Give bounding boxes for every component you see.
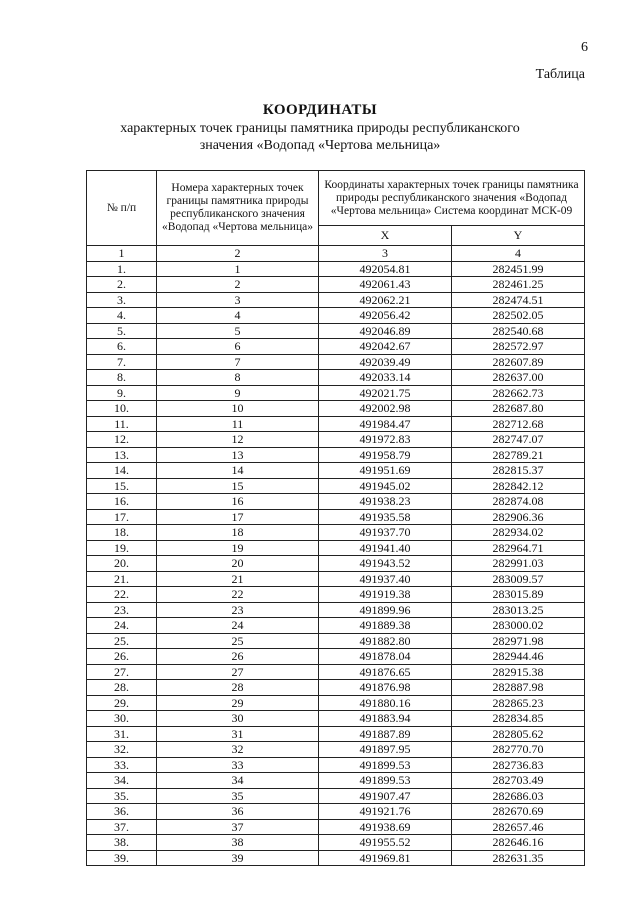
y-coordinate-cell: 282934.02: [452, 525, 585, 541]
row-number-cell: 39.: [87, 850, 157, 866]
x-coordinate-cell: 492062.21: [319, 292, 452, 308]
row-number-cell: 3.: [87, 292, 157, 308]
x-coordinate-cell: 491889.38: [319, 618, 452, 634]
table-row: [87, 447, 585, 463]
y-coordinate-cell: 282540.68: [452, 323, 585, 339]
y-coordinate-cell: 282631.35: [452, 850, 585, 866]
y-coordinate-cell: 282607.89: [452, 354, 585, 370]
y-coordinate-cell: 282805.62: [452, 726, 585, 742]
point-number-cell: 4: [157, 308, 319, 324]
row-number-cell: 22.: [87, 587, 157, 603]
y-coordinate-cell: 282657.46: [452, 819, 585, 835]
row-number-cell: 7.: [87, 354, 157, 370]
point-number-cell: 36: [157, 804, 319, 820]
x-coordinate-cell: 492002.98: [319, 401, 452, 417]
table-row: [87, 633, 585, 649]
point-number-cell: 37: [157, 819, 319, 835]
point-number-cell: 7: [157, 354, 319, 370]
column-number-3: 3: [319, 246, 452, 262]
table-row: [87, 261, 585, 277]
point-number-cell: 13: [157, 447, 319, 463]
row-number-cell: 17.: [87, 509, 157, 525]
table-row: [87, 292, 585, 308]
y-coordinate-cell: 282887.98: [452, 680, 585, 696]
table-row: [87, 649, 585, 665]
x-coordinate-cell: 492056.42: [319, 308, 452, 324]
row-number-cell: 29.: [87, 695, 157, 711]
x-coordinate-cell: 491938.23: [319, 494, 452, 510]
table-row: [87, 509, 585, 525]
y-coordinate-cell: 282944.46: [452, 649, 585, 665]
row-number-cell: 19.: [87, 540, 157, 556]
table-row: [87, 277, 585, 293]
table-row: [87, 540, 585, 556]
document-title: КООРДИНАТЫ: [262, 102, 378, 118]
x-coordinate-cell: 492042.67: [319, 339, 452, 355]
y-coordinate-cell: 282474.51: [452, 292, 585, 308]
x-coordinate-cell: 492061.43: [319, 277, 452, 293]
table-row: [87, 571, 585, 587]
x-coordinate-cell: 491883.94: [319, 711, 452, 727]
point-number-cell: 16: [157, 494, 319, 510]
table-row: [87, 339, 585, 355]
row-number-cell: 11.: [87, 416, 157, 432]
table-body: [87, 261, 585, 866]
y-coordinate-cell: 283000.02: [452, 618, 585, 634]
table-row: [87, 385, 585, 401]
x-coordinate-cell: 491958.79: [319, 447, 452, 463]
y-coordinate-cell: 282964.71: [452, 540, 585, 556]
table-row: [87, 556, 585, 572]
table-row: [87, 726, 585, 742]
point-number-cell: 39: [157, 850, 319, 866]
row-number-cell: 16.: [87, 494, 157, 510]
column-number-4: 4: [452, 246, 585, 262]
row-number-cell: 18.: [87, 525, 157, 541]
point-number-cell: 29: [157, 695, 319, 711]
x-coordinate-cell: 492039.49: [319, 354, 452, 370]
y-coordinate-cell: 282736.83: [452, 757, 585, 773]
table-label: Таблица: [535, 67, 585, 82]
row-number-cell: 9.: [87, 385, 157, 401]
table-row: [87, 587, 585, 603]
table-row: [87, 819, 585, 835]
table-row: [87, 323, 585, 339]
point-number-cell: 20: [157, 556, 319, 572]
point-number-cell: 23: [157, 602, 319, 618]
y-coordinate-cell: 282687.80: [452, 401, 585, 417]
x-coordinate-cell: 492054.81: [319, 261, 452, 277]
table-row: [87, 401, 585, 417]
point-number-cell: 5: [157, 323, 319, 339]
point-number-cell: 1: [157, 261, 319, 277]
row-number-cell: 35.: [87, 788, 157, 804]
x-coordinate-cell: 492021.75: [319, 385, 452, 401]
x-coordinate-cell: 491921.76: [319, 804, 452, 820]
x-coordinate-cell: 491899.53: [319, 757, 452, 773]
title-block: [60, 101, 580, 154]
y-coordinate-cell: 282712.68: [452, 416, 585, 432]
table-row: [87, 664, 585, 680]
document-subtitle-line-1: характерных точек границы памятника природы республиканского: [120, 121, 520, 136]
row-number-cell: 31.: [87, 726, 157, 742]
x-coordinate-cell: 491899.96: [319, 602, 452, 618]
y-coordinate-cell: 282670.69: [452, 804, 585, 820]
x-coordinate-cell: 491882.80: [319, 633, 452, 649]
y-coordinate-cell: 282637.00: [452, 370, 585, 386]
x-coordinate-cell: 491943.52: [319, 556, 452, 572]
x-coordinate-cell: 491907.47: [319, 788, 452, 804]
row-number-cell: 14.: [87, 463, 157, 479]
y-coordinate-cell: 282703.49: [452, 773, 585, 789]
point-number-cell: 6: [157, 339, 319, 355]
point-number-cell: 27: [157, 664, 319, 680]
x-coordinate-cell: 491876.98: [319, 680, 452, 696]
header-x: X: [319, 226, 452, 246]
point-number-cell: 33: [157, 757, 319, 773]
row-number-cell: 23.: [87, 602, 157, 618]
point-number-cell: 2: [157, 277, 319, 293]
y-coordinate-cell: 283015.89: [452, 587, 585, 603]
x-coordinate-cell: 491937.40: [319, 571, 452, 587]
y-coordinate-cell: 282686.03: [452, 788, 585, 804]
x-coordinate-cell: 491878.04: [319, 649, 452, 665]
table-row: [87, 711, 585, 727]
table-row: [87, 463, 585, 479]
row-number-cell: 8.: [87, 370, 157, 386]
point-number-cell: 8: [157, 370, 319, 386]
y-coordinate-cell: 282834.85: [452, 711, 585, 727]
y-coordinate-cell: 282815.37: [452, 463, 585, 479]
x-coordinate-cell: 491887.89: [319, 726, 452, 742]
column-number-1: 1: [87, 246, 157, 262]
y-coordinate-cell: 282874.08: [452, 494, 585, 510]
x-coordinate-cell: 491938.69: [319, 819, 452, 835]
point-number-cell: 32: [157, 742, 319, 758]
point-number-cell: 10: [157, 401, 319, 417]
row-number-cell: 32.: [87, 742, 157, 758]
x-coordinate-cell: 491937.70: [319, 525, 452, 541]
point-number-cell: 38: [157, 835, 319, 851]
x-coordinate-cell: 491935.58: [319, 509, 452, 525]
coordinates-table: [86, 170, 585, 866]
point-number-cell: 9: [157, 385, 319, 401]
header-row-number: № п/п: [87, 171, 157, 246]
table-row: [87, 757, 585, 773]
column-number-2: 2: [157, 246, 319, 262]
table-row: [87, 478, 585, 494]
y-coordinate-cell: 282646.16: [452, 835, 585, 851]
table-row: [87, 354, 585, 370]
x-coordinate-cell: 491969.81: [319, 850, 452, 866]
row-number-cell: 15.: [87, 478, 157, 494]
table-row: [87, 773, 585, 789]
table-row: [87, 432, 585, 448]
row-number-cell: 36.: [87, 804, 157, 820]
point-number-cell: 25: [157, 633, 319, 649]
row-number-cell: 2.: [87, 277, 157, 293]
table-row: [87, 525, 585, 541]
table-row: [87, 618, 585, 634]
row-number-cell: 34.: [87, 773, 157, 789]
row-number-cell: 30.: [87, 711, 157, 727]
y-coordinate-cell: 282906.36: [452, 509, 585, 525]
point-number-cell: 17: [157, 509, 319, 525]
row-number-cell: 25.: [87, 633, 157, 649]
x-coordinate-cell: 491984.47: [319, 416, 452, 432]
table-row: [87, 695, 585, 711]
point-number-cell: 30: [157, 711, 319, 727]
point-number-cell: 12: [157, 432, 319, 448]
y-coordinate-cell: 282971.98: [452, 633, 585, 649]
point-number-cell: 22: [157, 587, 319, 603]
table-row: [87, 742, 585, 758]
x-coordinate-cell: 492033.14: [319, 370, 452, 386]
table-row: [87, 308, 585, 324]
row-number-cell: 4.: [87, 308, 157, 324]
y-coordinate-cell: 282789.21: [452, 447, 585, 463]
table-row: [87, 494, 585, 510]
table-row: [87, 416, 585, 432]
point-number-cell: 31: [157, 726, 319, 742]
y-coordinate-cell: 282991.03: [452, 556, 585, 572]
point-number-cell: 24: [157, 618, 319, 634]
page-number: 6: [581, 40, 588, 55]
table-row: [87, 602, 585, 618]
row-number-cell: 20.: [87, 556, 157, 572]
y-coordinate-cell: 282662.73: [452, 385, 585, 401]
x-coordinate-cell: 491899.53: [319, 773, 452, 789]
row-number-cell: 27.: [87, 664, 157, 680]
table-row: [87, 804, 585, 820]
row-number-cell: 37.: [87, 819, 157, 835]
header-y: Y: [452, 226, 585, 246]
table-row: [87, 835, 585, 851]
row-number-cell: 33.: [87, 757, 157, 773]
y-coordinate-cell: 282842.12: [452, 478, 585, 494]
row-number-cell: 26.: [87, 649, 157, 665]
x-coordinate-cell: 491972.83: [319, 432, 452, 448]
row-number-cell: 28.: [87, 680, 157, 696]
row-number-cell: 5.: [87, 323, 157, 339]
header-point-number: Номера характерных точек границы памятника природы республиканского значения «Водопад «Чертова мельница»: [157, 171, 319, 246]
row-number-cell: 21.: [87, 571, 157, 587]
document-subtitle-line-2: значения «Водопад «Чертова мельница»: [199, 138, 441, 153]
y-coordinate-cell: 282865.23: [452, 695, 585, 711]
row-number-cell: 10.: [87, 401, 157, 417]
x-coordinate-cell: 491880.16: [319, 695, 452, 711]
point-number-cell: 21: [157, 571, 319, 587]
y-coordinate-cell: 282770.70: [452, 742, 585, 758]
y-coordinate-cell: 282451.99: [452, 261, 585, 277]
x-coordinate-cell: 491955.52: [319, 835, 452, 851]
point-number-cell: 19: [157, 540, 319, 556]
point-number-cell: 3: [157, 292, 319, 308]
y-coordinate-cell: 282572.97: [452, 339, 585, 355]
x-coordinate-cell: 491941.40: [319, 540, 452, 556]
row-number-cell: 1.: [87, 261, 157, 277]
y-coordinate-cell: 282747.07: [452, 432, 585, 448]
table-row: [87, 788, 585, 804]
row-number-cell: 13.: [87, 447, 157, 463]
point-number-cell: 26: [157, 649, 319, 665]
x-coordinate-cell: 491945.02: [319, 478, 452, 494]
y-coordinate-cell: 283013.25: [452, 602, 585, 618]
point-number-cell: 11: [157, 416, 319, 432]
x-coordinate-cell: 491919.38: [319, 587, 452, 603]
row-number-cell: 38.: [87, 835, 157, 851]
x-coordinate-cell: 491876.65: [319, 664, 452, 680]
point-number-cell: 34: [157, 773, 319, 789]
x-coordinate-cell: 491897.95: [319, 742, 452, 758]
y-coordinate-cell: 283009.57: [452, 571, 585, 587]
point-number-cell: 35: [157, 788, 319, 804]
x-coordinate-cell: 491951.69: [319, 463, 452, 479]
y-coordinate-cell: 282502.05: [452, 308, 585, 324]
table-row: [87, 370, 585, 386]
row-number-cell: 24.: [87, 618, 157, 634]
y-coordinate-cell: 282461.25: [452, 277, 585, 293]
y-coordinate-cell: 282915.38: [452, 664, 585, 680]
x-coordinate-cell: 492046.89: [319, 323, 452, 339]
row-number-cell: 12.: [87, 432, 157, 448]
table-row: [87, 850, 585, 866]
point-number-cell: 18: [157, 525, 319, 541]
point-number-cell: 28: [157, 680, 319, 696]
row-number-cell: 6.: [87, 339, 157, 355]
point-number-cell: 15: [157, 478, 319, 494]
table-row: [87, 680, 585, 696]
point-number-cell: 14: [157, 463, 319, 479]
header-coordinates: Координаты характерных точек границы памятника природы республиканского значения «Водопад «Чертова мельница» Система координат МСК-09: [319, 171, 585, 226]
